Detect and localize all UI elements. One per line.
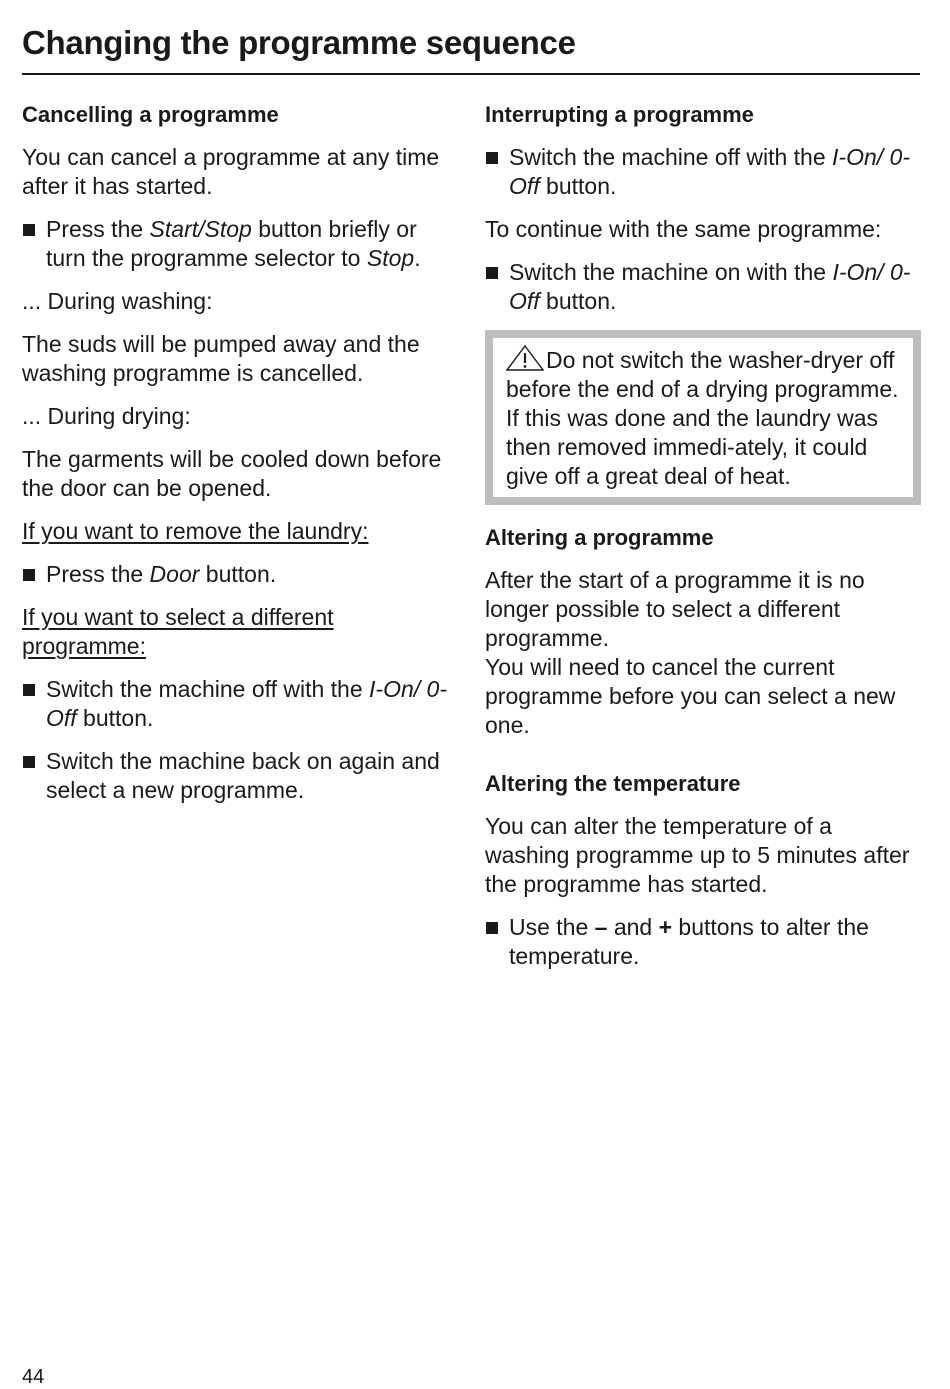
plus-button-label: + (658, 914, 673, 940)
page-title: Changing the programme sequence (22, 24, 920, 75)
on-off-label: I-On/ 0-Off (509, 259, 911, 314)
left-column (22, 100, 452, 819)
bullet-text: Switch the machine off with the (46, 676, 370, 702)
warning-box (485, 330, 921, 505)
interrupt-bullet-off (485, 143, 921, 201)
temperature-intro: You can alter the temperature of a washing programme up to 5 minutes after the programme has started. (485, 813, 910, 897)
bullet-text: Press the (46, 561, 150, 587)
interrupt-bullet-on (485, 258, 921, 316)
on-off-label: I-On/ 0-Off (509, 144, 910, 199)
door-label: Door (149, 561, 200, 587)
minus-button-label: – (594, 914, 608, 940)
remove-laundry-label: If you want to remove the laundry: (22, 518, 369, 544)
continue-text: To continue with the same programme: (485, 216, 882, 242)
start-stop-label: Start/Stop (149, 216, 252, 242)
square-bullet-icon (23, 684, 35, 696)
temperature-heading: Altering the temperature (485, 771, 741, 796)
alter-text-2: You will need to cancel the current programme before you can select a new one. (485, 654, 896, 738)
square-bullet-icon (23, 224, 35, 236)
square-bullet-icon (23, 756, 35, 768)
bullet-text: button. (539, 173, 617, 199)
bullet-text: buttons to alter the temperature. (509, 914, 869, 969)
bullet-text: button. (199, 561, 277, 587)
bullet-text: button briefly or turn the programme selector to (46, 216, 417, 271)
bullet-text: Switch the machine back on again and select a new programme. (46, 748, 440, 803)
square-bullet-icon (23, 569, 35, 581)
cancel-heading: Cancelling a programme (22, 102, 279, 127)
during-drying-text: The garments will be cooled down before the door can be opened. (22, 446, 442, 501)
stop-label: Stop (366, 245, 415, 271)
during-drying-label: ... During drying: (22, 403, 191, 429)
cancel-bullet-door (22, 560, 452, 589)
bullet-text: button. (539, 288, 617, 314)
on-off-label: I-On/ 0-Off (46, 676, 447, 731)
during-washing-label: ... During washing: (22, 288, 213, 314)
cancel-intro: You can cancel a programme at any time after it has started. (22, 144, 440, 199)
bullet-text: Press the (46, 216, 150, 242)
during-washing-text: The suds will be pumped away and the washing programme is cancelled. (22, 331, 420, 386)
square-bullet-icon (486, 152, 498, 164)
square-bullet-icon (486, 922, 498, 934)
warning-text: Do not switch the washer-dryer off before the end of a drying programme. If this was done and the laundry was then removed immedi-ately, it could give off a great deal of heat. (506, 347, 899, 489)
temperature-bullet (485, 913, 921, 971)
bullet-text: Use the (509, 914, 595, 940)
bullet-text: Switch the machine off with the (509, 144, 833, 170)
bullet-text: and (607, 914, 659, 940)
page-number: 44 (22, 1366, 45, 1388)
alter-heading: Altering a programme (485, 525, 714, 550)
bullet-text: Switch the machine on with the (509, 259, 833, 285)
bullet-text: . (414, 245, 421, 271)
warning-triangle-icon (506, 345, 544, 371)
interrupt-heading: Interrupting a programme (485, 102, 754, 127)
select-different-label: If you want to select a different programme: (22, 604, 334, 659)
cancel-bullet-switch-off (22, 675, 452, 733)
cancel-bullet-switch-on (22, 747, 452, 805)
cancel-bullet-start-stop (22, 215, 452, 273)
bullet-text: button. (76, 705, 154, 731)
right-column (485, 100, 921, 985)
alter-text-1: After the start of a programme it is no longer possible to select a different programme. (485, 567, 865, 651)
square-bullet-icon (486, 267, 498, 279)
